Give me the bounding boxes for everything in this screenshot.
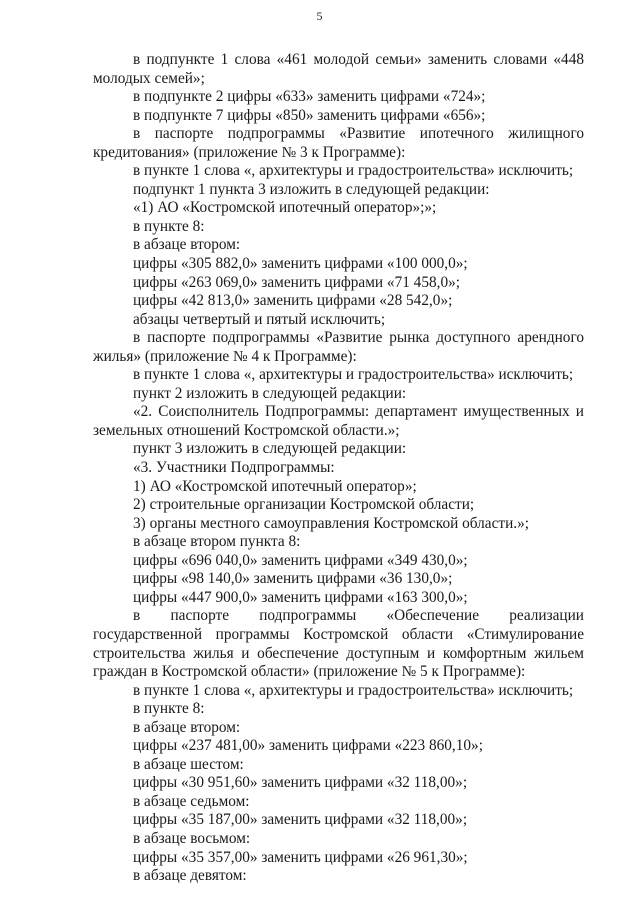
paragraph: в абзаце втором пункта 8: — [133, 533, 301, 551]
paragraph: в пункте 1 слова «, архитектуры и градостроительства» исключить; — [133, 681, 574, 699]
paragraph: в паспорте подпрограммы «Развитие ипотечного жилищного кредитования» (приложение № 3 к Программе): — [93, 125, 584, 161]
paragraph: в пункте 8: — [133, 217, 205, 235]
paragraph: в паспорте подпрограммы «Обеспечение реализации государственной программы Костромской области «Стимулирование строительства жилья и обеспечение доступным и комфортным жильем граждан в Костромской области» (приложение № 5 к Программе): — [93, 607, 584, 681]
page-number: 5 — [316, 9, 323, 23]
paragraph: в пункте 8: — [133, 700, 205, 718]
paragraph: цифры «30 951,60» заменить цифрами «32 118,00»; — [133, 774, 468, 792]
paragraph: в абзаце девятом: — [133, 867, 247, 885]
paragraph: в подпункте 7 цифры «850» заменить цифрами «656»; — [133, 106, 486, 124]
paragraph: «1) АО «Костромской ипотечный оператор»;»; — [133, 199, 437, 217]
paragraph: цифры «263 069,0» заменить цифрами «71 458,0»; — [133, 273, 461, 291]
paragraph: цифры «237 481,00» заменить цифрами «223 860,10»; — [133, 737, 483, 755]
paragraph: цифры «35 357,00» заменить цифрами «26 961,30»; — [133, 848, 468, 866]
paragraph: подпункт 1 пункта 3 изложить в следующей редакции: — [133, 180, 490, 198]
paragraph: «2. Соисполнитель Подпрограммы: департамент имущественных и земельных отношений Костромской области.»; — [93, 403, 584, 439]
paragraph: в пункте 1 слова «, архитектуры и градостроительства» исключить; — [133, 162, 574, 180]
paragraph: абзацы четвертый и пятый исключить; — [133, 310, 386, 328]
document-body — [93, 51, 584, 886]
paragraph: 2) строительные организации Костромской области; — [133, 496, 475, 514]
paragraph: в абзаце втором: — [133, 236, 241, 254]
paragraph: в абзаце шестом: — [133, 755, 244, 773]
paragraph: цифры «35 187,00» заменить цифрами «32 118,00»; — [133, 811, 468, 829]
paragraph: 1) АО «Костромской ипотечный оператор»; — [133, 477, 417, 495]
paragraph: пункт 2 изложить в следующей редакции: — [133, 384, 407, 402]
paragraph: в паспорте подпрограммы «Развитие рынка доступного арендного жилья» (приложение № 4 к Программе): — [93, 329, 584, 365]
paragraph: в абзаце седьмом: — [133, 792, 250, 810]
paragraph: в абзаце восьмом: — [133, 829, 251, 847]
paragraph: 3) органы местного самоуправления Костромской области.»; — [133, 514, 529, 532]
paragraph: цифры «305 882,0» заменить цифрами «100 000,0»; — [133, 255, 468, 273]
paragraph: цифры «42 813,0» заменить цифрами «28 542,0»; — [133, 292, 453, 310]
paragraph: в подпункте 2 цифры «633» заменить цифрами «724»; — [133, 88, 486, 106]
paragraph: «3. Участники Подпрограммы: — [133, 459, 335, 477]
paragraph: пункт 3 изложить в следующей редакции: — [133, 440, 407, 458]
paragraph: в пункте 1 слова «, архитектуры и градостроительства» исключить; — [133, 366, 574, 384]
paragraph: в абзаце втором: — [133, 718, 241, 736]
paragraph: цифры «98 140,0» заменить цифрами «36 130,0»; — [133, 570, 453, 588]
paragraph: цифры «696 040,0» заменить цифрами «349 430,0»; — [133, 551, 468, 569]
paragraph: в подпункте 1 слова «461 молодой семьи» заменить словами «448 молодых семей»; — [93, 51, 584, 87]
paragraph: цифры «447 900,0» заменить цифрами «163 300,0»; — [133, 588, 468, 606]
